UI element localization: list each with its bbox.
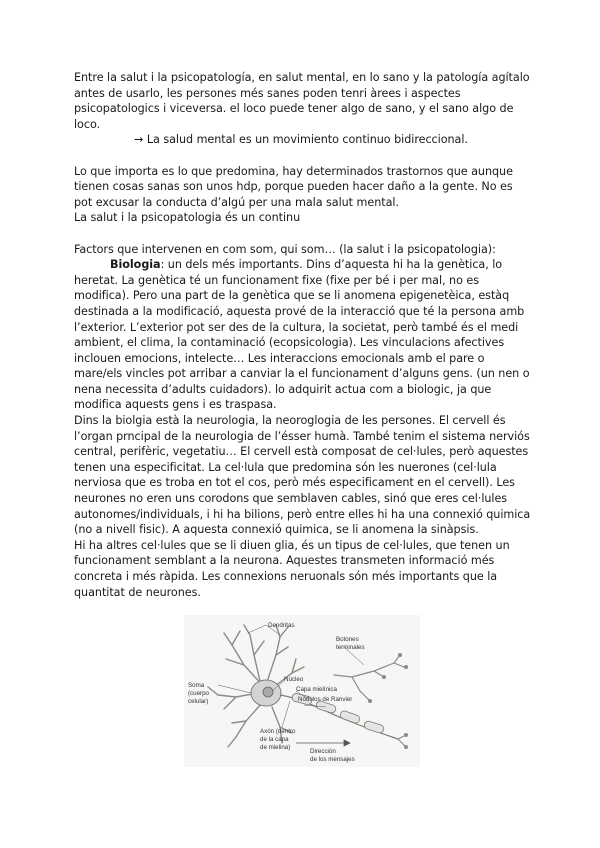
spacer: [74, 148, 534, 164]
label-nodulos-ranvier: Nódulos de Ranvier: [298, 696, 353, 703]
label-direccion-1: Dirección: [310, 748, 336, 755]
label-axon-3: de mielina): [260, 744, 291, 751]
paragraph-factors: Factors que intervenen en com som, qui som… (la salut i la psicopatologia):: [74, 242, 496, 256]
paragraph-arrow-note: → La salud mental es un movimiento continuo bidireccional.: [134, 133, 468, 147]
paragraph-predomina: Lo que importa es lo que predomina, hay determinados trastornos que aunque tienen cosas sanas son unos hdp, porque pueden hacer daño a la gente. No es pot excusar la conducta d’algú per una mala salut mental.: [74, 164, 513, 209]
label-direccion-2: de los mensajes: [310, 756, 355, 763]
label-axon-2: de la capa: [260, 736, 289, 743]
paragraph-neurologia: Dins la biolgia està la neurologia, la neoroglogia de les persones. El cervell és l’organ prncipal de la neurologia de l’ésser humà. També tenim el sistema nerviós central, perifèric, vegetatiu… El cervell està composat de cel·lules, però aquestes tenen una especificitat. La cel·lula que predomina són les nuerones (cel·lula nerviosa que es troba en tot el cos, però més especificament en el cervell). Les neurones no eren uns corodons que semblaven cables, sinó que eres cel·lules autonomes/individuals, i hi ha bilions, però entre elles hi ha una connexió quimica (no a nivell fisic). A aquesta connexió quimica, se li anomena la sinàpsis.: [74, 414, 531, 537]
label-soma-3: celular): [188, 698, 209, 705]
paragraph-intro: Entre la salut i la psicopatología, en salut mental, en lo sano y la patología agítalo antes de usarlo, les persones més sanes poden tenri àrees i aspectes psicopatologics i viceversa. el loco puede tener algo de sano, y el sano algo de loco.: [74, 71, 530, 131]
document-body: [74, 70, 534, 600]
label-botones-2: terminales: [336, 644, 365, 651]
direction-arrow-icon: [296, 740, 350, 746]
biologia-label: Biologia: [110, 258, 161, 272]
paragraph-glia: Hi ha altres cel·lules que se li diuen glia, és un tipus de cel·lules, que tenen un funcionament semblant a la neurona. Aquestes transmeten informació més concreta i més ràpida. Les connexions neruonals són més importants que la quantitat de neurones.: [74, 538, 510, 599]
terminal-buttons: [368, 653, 408, 749]
neuron-illustration: [184, 615, 420, 767]
spacer: [74, 226, 534, 242]
label-nucleo: Núcleo: [284, 676, 304, 683]
paragraph-continu: La salut i la psicopatologia és un continu: [74, 211, 301, 225]
neuron-diagram: [184, 615, 420, 767]
label-axon-1: Axón (dentro: [260, 728, 296, 735]
label-botones-1: Botones: [336, 636, 359, 643]
label-dendritas: Dendritas: [268, 622, 295, 629]
label-soma-2: (cuerpo: [188, 690, 209, 697]
label-capa-mielinica: Capa mielínica: [296, 686, 337, 693]
nucleus: [263, 687, 273, 697]
biologia-text: : un dels més importants. Dins d’aquesta hi ha la genètica, lo heretat. La genètica té un funcionament fixe (fixe per bé i per mal, no es modifica). Pero una part de la genètica que se li anomena epigenetèica, estàq destinada a la modificació, aquesta prové de la interacció que té la persona amb l’exterior. L’exterior pot ser des de la cultura, la societat, però també és el medi ambient, el clima, la contaminació (ecopsicologia). Les vinculacions afectives inclouen emocions, intelecte… Les interaccions emocionals amb el pare o mare/els vincles pot arribar a canviar la el funcionament d’alguns gens. (un nen o nena necessita d’adults cuidadors). lo adquirit actua com a biologic, ja que modifica aquests gens i es traspasa.: [74, 258, 530, 412]
paragraph-biologia: [74, 257, 534, 413]
label-soma-1: Soma: [188, 682, 205, 689]
